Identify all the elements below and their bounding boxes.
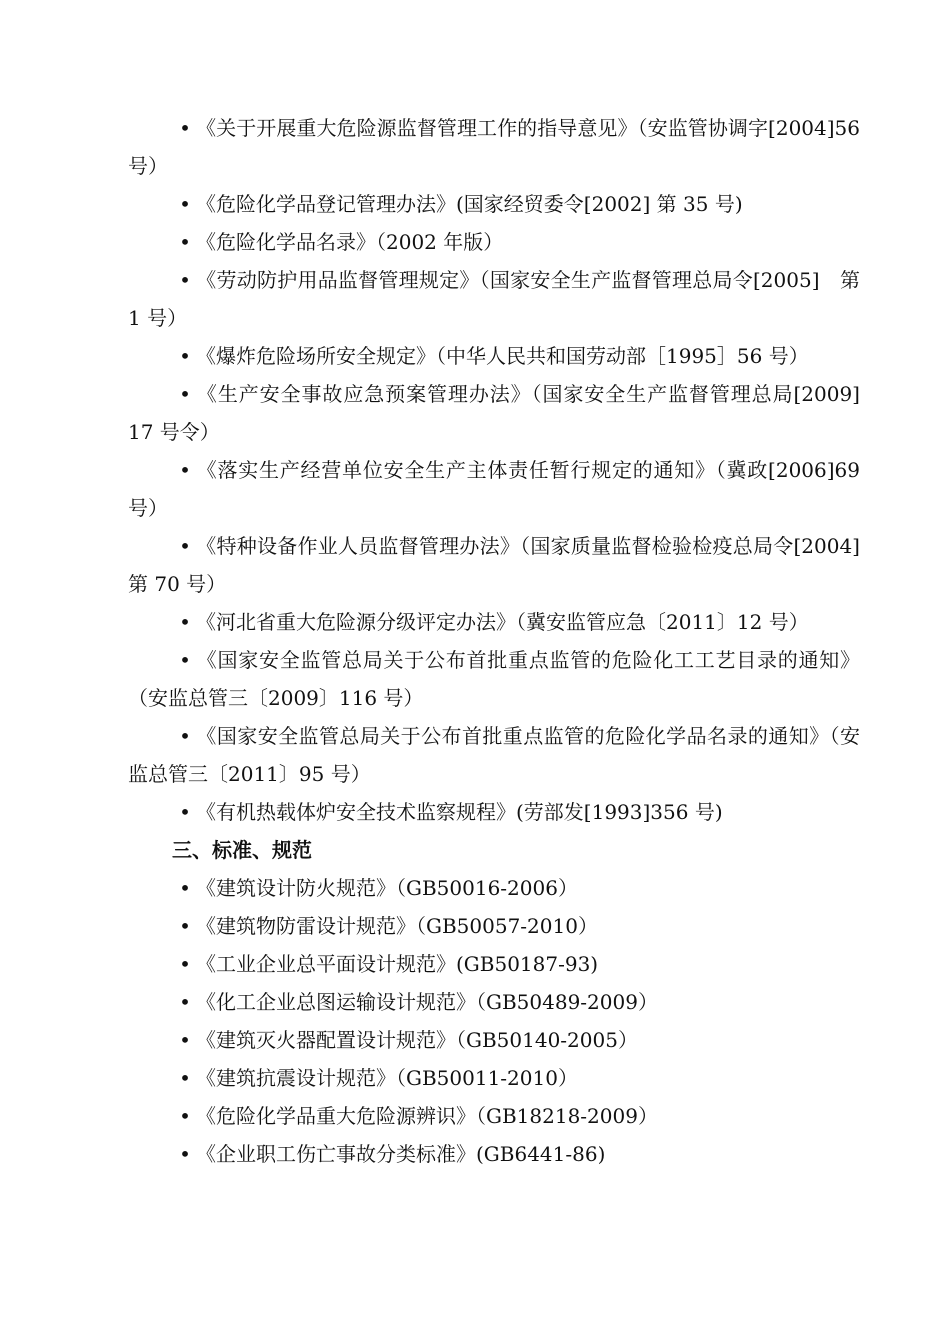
document-content [128, 109, 860, 1173]
bullet-icon: • [179, 382, 191, 406]
bullet-icon: • [179, 952, 191, 976]
standards-list [128, 869, 860, 1173]
bullet-icon: • [179, 116, 191, 140]
regulation-item-text: 《河北省重大危险源分级评定办法》（冀安监管应急〔2011〕12 号） [196, 610, 809, 634]
standard-item [128, 869, 860, 907]
section-heading: 三、标准、规范 [172, 838, 312, 862]
bullet-icon: • [179, 724, 191, 748]
standard-item [128, 1021, 860, 1059]
regulation-item-text: 《生产安全事故应急预案管理办法》（国家安全生产监督管理总局[2009] 17 号令） [128, 382, 860, 444]
regulation-item [128, 527, 860, 603]
bullet-icon: • [179, 534, 191, 558]
bullet-icon: • [179, 610, 191, 634]
regulation-item-text: 《劳动防护用品监督管理规定》（国家安全生产监督管理总局令[2005] 第 1 号） [128, 268, 860, 330]
standard-item [128, 945, 860, 983]
regulation-item-text: 《危险化学品登记管理办法》(国家经贸委令[2002] 第 35 号) [196, 192, 743, 216]
bullet-icon: • [179, 1028, 191, 1052]
regulation-item-text: 《危险化学品名录》（2002 年版） [196, 230, 504, 254]
regulation-item [128, 793, 860, 831]
regulation-item [128, 603, 860, 641]
regulation-item-text: 《国家安全监管总局关于公布首批重点监管的危险化学品名录的通知》（安监总管三〔2011〕95 号） [128, 724, 860, 786]
standard-item [128, 907, 860, 945]
standard-item-text: 《建筑物防雷设计规范》（GB50057-2010） [196, 914, 598, 938]
regulation-item [128, 223, 860, 261]
bullet-icon: • [179, 914, 191, 938]
standard-item [128, 1135, 860, 1173]
regulation-item-text: 《有机热载体炉安全技术监察规程》(劳部发[1993]356 号) [196, 800, 723, 824]
standard-item-text: 《企业职工伤亡事故分类标准》(GB6441-86) [196, 1142, 606, 1166]
standard-item [128, 1059, 860, 1097]
regulation-item [128, 337, 860, 375]
bullet-icon: • [179, 876, 191, 900]
regulation-item [128, 261, 860, 337]
regulation-item [128, 185, 860, 223]
regulation-item-text: 《落实生产经营单位安全生产主体责任暂行规定的通知》（冀政[2006]69 号） [128, 458, 860, 520]
regulation-item [128, 451, 860, 527]
regulation-item-text: 《特种设备作业人员监督管理办法》（国家质量监督检验检疫总局令[2004]第 70 号） [128, 534, 860, 596]
standard-item [128, 983, 860, 1021]
bullet-icon: • [179, 648, 191, 672]
bullet-icon: • [179, 230, 191, 254]
standard-item [128, 1097, 860, 1135]
regulation-item [128, 717, 860, 793]
regulation-item-text: 《国家安全监管总局关于公布首批重点监管的危险化工工艺目录的通知》（安监总管三〔2009〕116 号） [128, 648, 860, 710]
bullet-icon: • [179, 458, 191, 482]
standard-item-text: 《建筑设计防火规范》（GB50016-2006） [196, 876, 578, 900]
standard-item-text: 《建筑灭火器配置设计规范》（GB50140-2005） [196, 1028, 638, 1052]
regulation-item [128, 641, 860, 717]
standard-item-text: 《建筑抗震设计规范》（GB50011-2010） [196, 1066, 578, 1090]
standard-item-text: 《工业企业总平面设计规范》(GB50187-93) [196, 952, 599, 976]
bullet-icon: • [179, 1142, 191, 1166]
bullet-icon: • [179, 800, 191, 824]
bullet-icon: • [179, 344, 191, 368]
bullet-icon: • [179, 1066, 191, 1090]
bullet-icon: • [179, 268, 191, 292]
regulation-item-text: 《关于开展重大危险源监督管理工作的指导意见》（安监管协调字[2004]56 号） [128, 116, 860, 178]
standard-item-text: 《危险化学品重大危险源辨识》（GB18218-2009） [196, 1104, 658, 1128]
bullet-icon: • [179, 1104, 191, 1128]
bullet-icon: • [179, 990, 191, 1014]
bullet-icon: • [179, 192, 191, 216]
regulations-list [128, 109, 860, 831]
regulation-item-text: 《爆炸危险场所安全规定》（中华人民共和国劳动部［1995］56 号） [196, 344, 809, 368]
standard-item-text: 《化工企业总图运输设计规范》（GB50489-2009） [196, 990, 658, 1014]
regulation-item [128, 375, 860, 451]
regulation-item [128, 109, 860, 185]
